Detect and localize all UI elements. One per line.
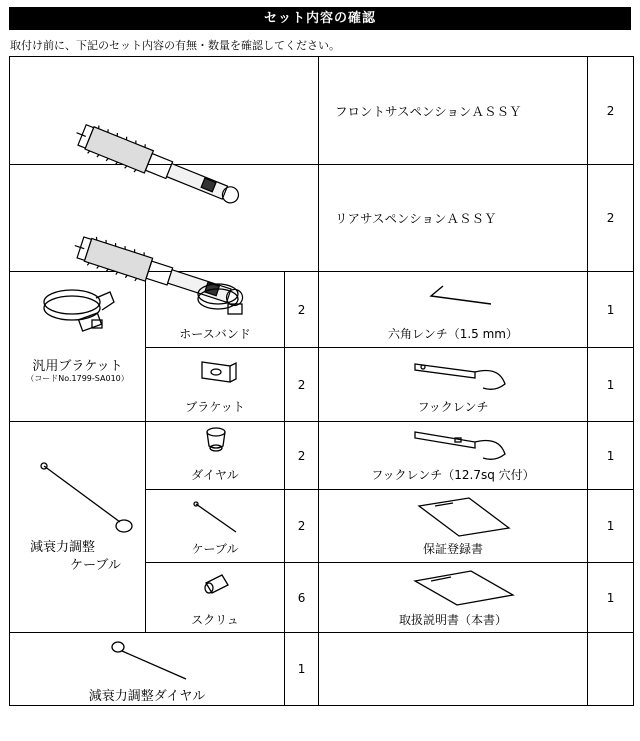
front-suspension-label: フロントサスペンションＡＳＳＹ <box>335 103 522 119</box>
screw-label: スクリュ <box>191 613 239 627</box>
cable-label: ケーブル <box>191 542 239 556</box>
bracket-image <box>146 352 285 402</box>
intro-text: 取付け前に、下記のセット内容の有無・数量を確認してください。 <box>10 39 340 52</box>
general-bracket-code: （コードNo.1799-SA010） <box>26 374 129 383</box>
hook-wrench-hole-label: フックレンチ（12.7sq 穴付） <box>371 468 535 482</box>
table-row <box>10 272 634 348</box>
manual-qty: 1 <box>588 563 634 633</box>
front-suspension-qty: 2 <box>588 57 634 165</box>
table-row <box>10 165 634 272</box>
hook-wrench-hole-image <box>319 424 588 468</box>
cable-image <box>146 494 285 544</box>
rear-suspension-qty: 2 <box>588 165 634 272</box>
general-bracket-label: 汎用ブラケット <box>32 359 123 374</box>
screw-qty: 6 <box>285 563 319 633</box>
warranty-card-image <box>319 494 588 544</box>
table-row <box>10 633 634 706</box>
hook-wrench-cell <box>319 348 588 422</box>
rear-suspension-image-cell <box>10 165 319 272</box>
cable-qty: 2 <box>285 490 319 563</box>
dial-qty: 2 <box>285 422 319 490</box>
table-row <box>10 422 634 490</box>
rear-suspension-label-cell <box>319 165 588 272</box>
table-row <box>10 57 634 165</box>
dial-cell <box>146 422 285 490</box>
hook-wrench-label: フックレンチ <box>417 400 489 414</box>
manual-image <box>319 567 588 611</box>
screw-cell <box>146 563 285 633</box>
bracket-cell <box>146 348 285 422</box>
hex-wrench-image <box>319 276 588 326</box>
bracket-label: ブラケット <box>185 400 245 414</box>
empty-qty-cell <box>588 633 634 706</box>
manual-label: 取扱説明書（本書） <box>399 613 508 627</box>
hex-wrench-qty: 1 <box>588 272 634 348</box>
hose-band-label: ホースバンド <box>179 327 251 341</box>
front-suspension-label-cell <box>319 57 588 165</box>
dial-label: ダイヤル <box>191 468 239 482</box>
rear-suspension-label: リアサスペンションＡＳＳＹ <box>335 211 497 226</box>
screw-image <box>146 567 285 611</box>
damping-dial-image <box>10 637 285 687</box>
warranty-label: 保証登録書 <box>423 542 484 556</box>
hook-wrench-hole-cell <box>319 422 588 490</box>
section-header: セット内容の確認 <box>9 7 631 30</box>
hose-band-qty: 2 <box>285 272 319 348</box>
hex-wrench-label: 六角レンチ（1.5 mm） <box>388 327 518 341</box>
hook-wrench-qty: 1 <box>588 348 634 422</box>
hook-wrench-image <box>319 352 588 402</box>
hose-band-clamp-image <box>10 280 146 360</box>
damping-dial-label: 減衰力調整ダイヤル <box>88 689 206 704</box>
warranty-qty: 1 <box>588 490 634 563</box>
hose-band-image <box>146 276 285 326</box>
damping-cable-label-1: 減衰力調整 <box>30 540 96 555</box>
dial-image <box>146 424 285 468</box>
damping-cable-cell <box>10 422 146 633</box>
damping-dial-qty: 1 <box>285 633 319 706</box>
contents-table <box>9 56 634 706</box>
bracket-qty: 2 <box>285 348 319 422</box>
empty-cell <box>319 633 588 706</box>
damping-dial-cell <box>10 633 285 706</box>
hose-band-cell <box>146 272 285 348</box>
warranty-cell <box>319 490 588 563</box>
cable-cell <box>146 490 285 563</box>
damping-cable-label-2: ケーブル <box>70 558 121 573</box>
manual-cell <box>319 563 588 633</box>
general-bracket-cell <box>10 272 146 422</box>
front-suspension-image-cell <box>10 57 319 165</box>
hook-wrench-hole-qty: 1 <box>588 422 634 490</box>
hex-wrench-cell <box>319 272 588 348</box>
